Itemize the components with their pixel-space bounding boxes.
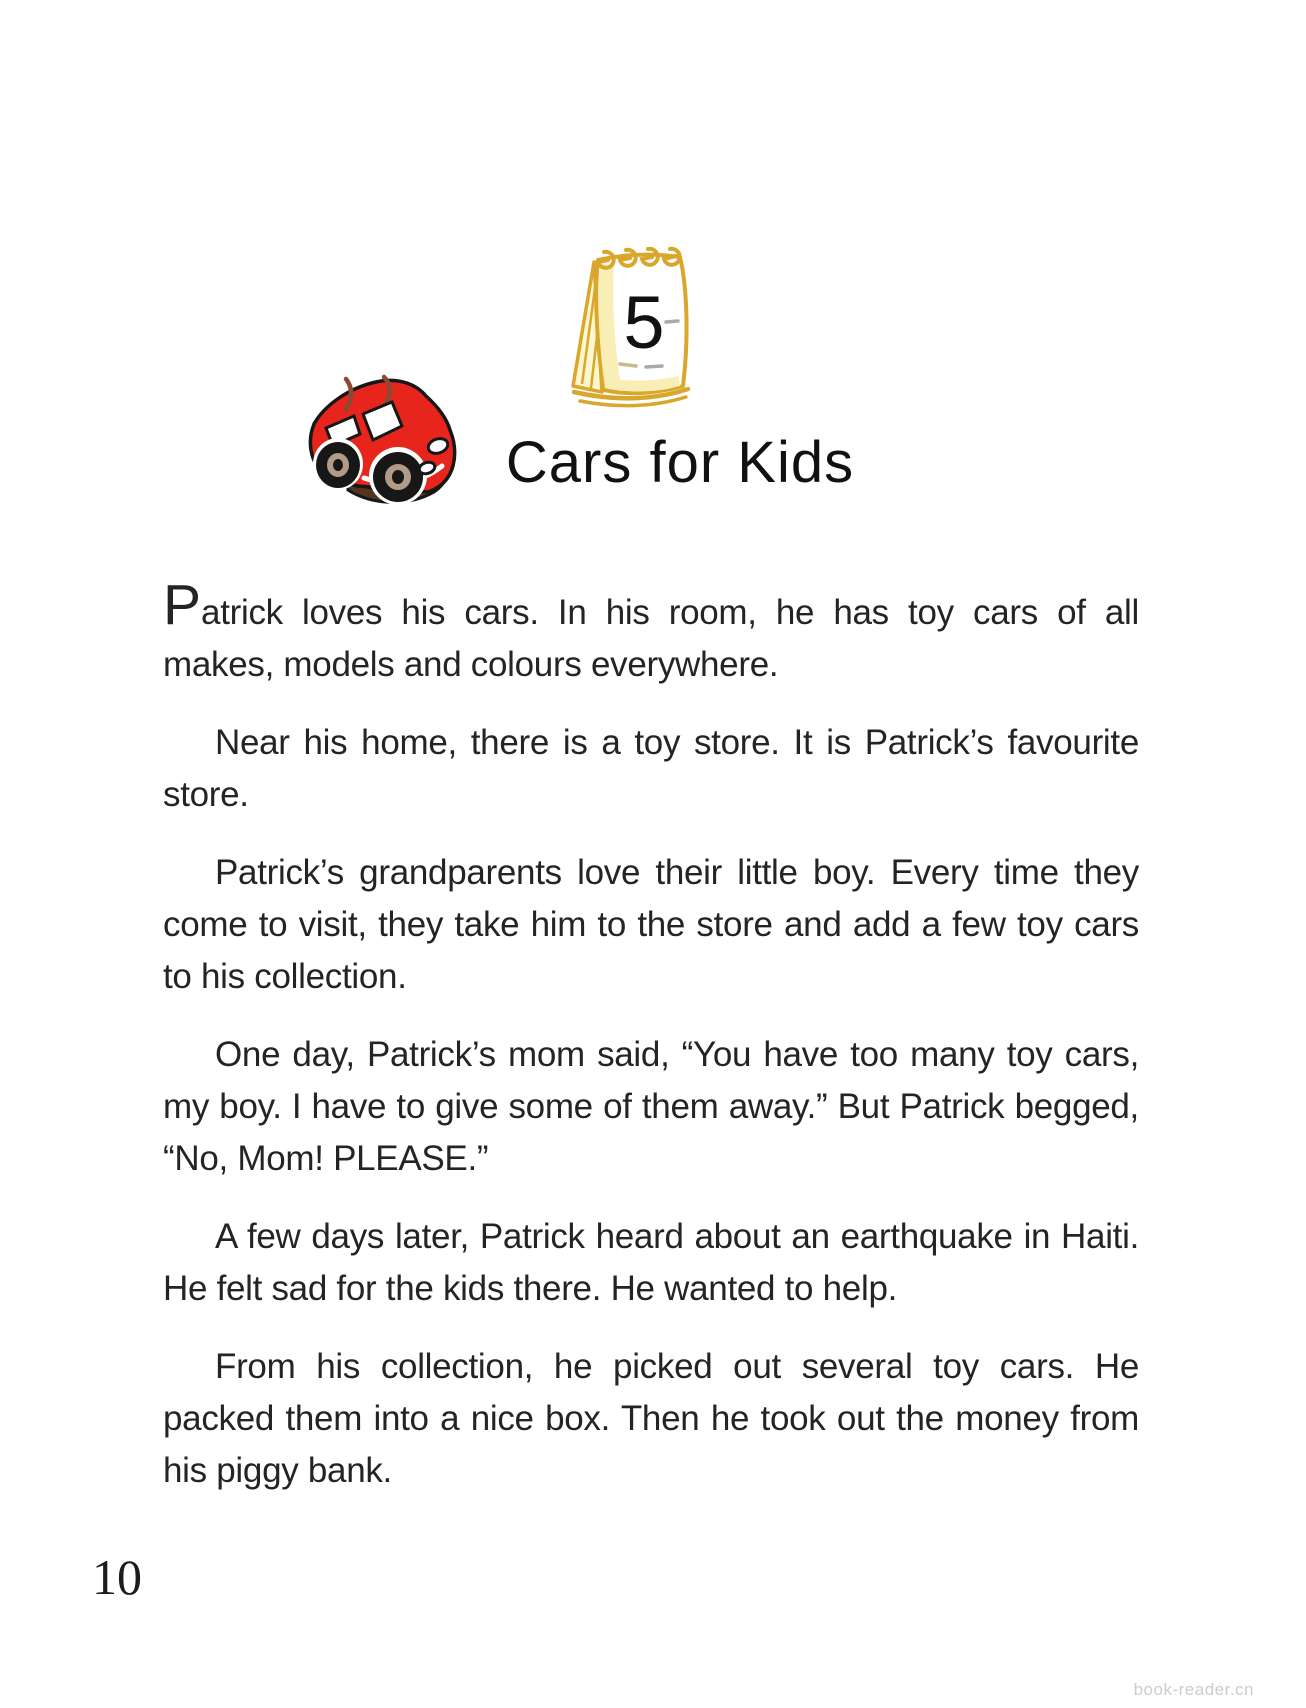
story-text [163,573,1139,1523]
car-wheel-front [369,447,427,505]
story-paragraph [163,573,1139,691]
drop-cap-initial: P [163,573,202,637]
story-paragraph: From his collection, he picked out several toy cars. He packed them into a nice box. Then he took out the money from his piggy bank. [163,1347,1139,1490]
story-paragraph: Patrick’s grandparents love their little boy. Every time they come to visit, they take him to the store and add a few toy cars to his collection. [163,853,1139,996]
calendar-day-number: 5 [623,281,665,364]
story-paragraph: A few days later, Patrick heard about an earthquake in Haiti. He felt sad for the kids there. He wanted to help. [163,1217,1139,1308]
watermark: book-reader.cn [1133,1680,1254,1699]
calendar-icon [560,226,706,414]
page-number: 10 [92,1549,142,1605]
story-paragraph: Near his home, there is a toy store. It is Patrick’s favourite store. [163,723,1139,814]
story-paragraph: One day, Patrick’s mom said, “You have too many toy cars, my boy. I have to give some of them away.” But Patrick begged, “No, Mom! PLEASE.” [163,1035,1139,1178]
paragraph-text: atrick loves his cars. In his room, he has toy cars of all makes, models and colours everywhere. [163,593,1139,684]
chapter-title: Cars for Kids [505,430,855,495]
car-wheel-rear [313,438,363,490]
